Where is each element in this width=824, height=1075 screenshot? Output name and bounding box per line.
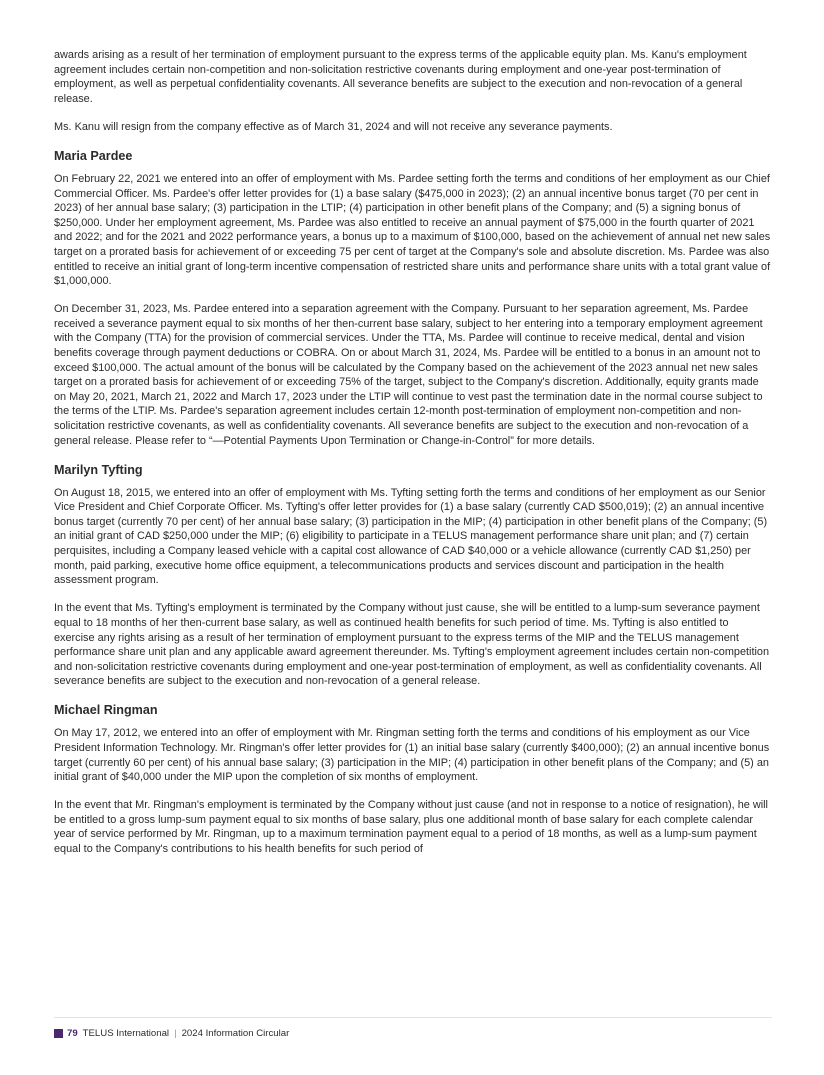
page-number: 79 — [67, 1027, 78, 1039]
section-heading-michael-ringman: Michael Ringman — [54, 703, 158, 718]
footer-company: TELUS International — [82, 1027, 170, 1039]
tyfting-paragraph-1: On August 18, 2015, we entered into an offer of employment with Ms. Tyfting setting forth the terms and conditions of her employment as our Senior Vice President and Chief Corporate Officer. Ms. Tyfting's offer letter provides for (1) a base salary (currently CAD $500,019); (2) an annual incentive bonus target (currently 70 per cent) of her annual base salary; (3) participation in the MIP; (4) participation in other benefit plans of the Company; (5) an initial grant of CAD $250,000 under the MIP; (6) eligibility to participate in a TELUS management performance share unit plan; and (7) certain perquisites, including a Company leased vehicle with a capital cost allowance of CAD $40,000 or a vehicle allowance (currently CAD $1,250) per month, paid parking, executive home office equipment, a telecommunications products and services discount and participation in the health assessment program. — [54, 486, 768, 587]
tyfting-paragraph-2: In the event that Ms. Tyfting's employment is terminated by the Company without just cause, she will be entitled to a lump-sum severance payment equal to 18 months of her then-current base salary, as well as continued health benefits for such period of time. Ms. Tyfting is also entitled to exercise any rights arising as a result of her termination of employment pursuant to the express terms of the MIP and the TELUS management performance share unit plan and any applicable award agreement thereunder. Ms. Tyfting's employment agreement includes certain non-competition and non-solicitation restrictive covenants during employment and one-year post-termination of employment, as well as confidentiality covenants. All severance benefits are subject to the execution and non-revocation of a general release. — [54, 602, 770, 688]
footer-square-marker — [54, 1029, 63, 1038]
document-body — [54, 48, 772, 870]
section-heading-maria-pardee: Maria Pardee — [54, 148, 133, 163]
ringman-paragraph-2: In the event that Mr. Ringman's employment is terminated by the Company without just cause (and not in response to a notice of resignation), he will be entitled to a gross lump-sum payment equal to six months of base salary, plus one additional month of base salary for each complete calendar year of service performed by Mr. Ringman, up to a maximum termination payment equal to a period of 18 months, as well as a lump-sum payment equal to the Company's contributions to his health benefits for such period of — [54, 799, 768, 856]
section-heading-marilyn-tyfting: Marilyn Tyfting — [54, 462, 143, 477]
ringman-paragraph-1: On May 17, 2012, we entered into an offer of employment with Mr. Ringman setting forth the terms and conditions of his employment as our Vice President Information Technology. Mr. Ringman's offer letter provides for (1) an initial base salary (currently $400,000); (2) an annual incentive bonus target (currently 60 per cent) of his annual base salary; (3) participation in the MIP; (4) participation in other benefit plans of the Company; and (5) an initial grant of $40,000 under the MIP upon the completion of six months of employment. — [54, 727, 770, 784]
footer-divider — [54, 1017, 772, 1018]
intro-paragraph-1: awards arising as a result of her termination of employment pursuant to the express terms of the applicable equity plan. Ms. Kanu's employment agreement includes certain non-competition and non-solicitation restrictive covenants during employment and one-year post-termination of employment, as well as perpetual confidentiality covenants. All severance benefits are subject to the execution and non-revocation of a general release. — [54, 49, 747, 105]
pardee-paragraph-1: On February 22, 2021 we entered into an offer of employment with Ms. Pardee setting forth the terms and conditions of her employment as our Chief Commercial Officer. Ms. Pardee's offer letter provides for (1) a base salary ($475,000 in 2023); (2) an annual incentive bonus target (70 per cent in 2023) of her annual base salary; (3) participation in the LTIP; (4) participation in other benefit plans of the Company; and (5) a signing bonus of $250,000. Under her employment agreement, Ms. Pardee was also entitled to receive an annual payment of $75,000 in the fourth quarter of 2021 and 2022; and for the 2021 and 2022 performance years, a bonus up to a maximum of $100,000, based on the achievement of annual net new sales target on a prorated basis for achievement of or exceeding 75 per cent of target at the Company's sole and absolute discretion. Ms. Pardee was also entitled to receive an initial grant of long-term incentive compensation of restricted share units and performance share units with a total grant value of $1,000,000. — [54, 172, 771, 288]
intro-paragraph-2: Ms. Kanu will resign from the company effective as of March 31, 2024 and will not receive any severance payments. — [54, 120, 613, 133]
footer-separator: | — [174, 1027, 177, 1039]
footer-document-title: 2024 Information Circular — [181, 1027, 290, 1039]
pardee-paragraph-2: On December 31, 2023, Ms. Pardee entered into a separation agreement with the Company. Pursuant to her separation agreement, Ms. Pardee received a severance payment equal to six months of her then-current base salary, subject to her entering into a temporary employment agreement with the Company (TTA) for the provision of commercial services. Under the TTA, Ms. Pardee will continue to receive medical, dental and vision benefits coverage through payment deductions or COBRA. On or about March 31, 2024, Ms. Pardee will be entitled to a bonus in an amount not to exceed $100,000. The actual amount of the bonus will be calculated by the Company based on the achievement of the 2023 annual net new sales target on a prorated basis for achievement of or exceeding 75% of the target, subject to the Company's discretion. Additionally, equity grants made on May 20, 2021, March 21, 2022 and March 17, 2023 under the LTIP will continue to vest past the termination date in the normal course subject to the terms of the LTIP. Ms. Pardee's separation agreement includes certain 12-month post-termination of employment non-competition and non-solicitation restrictive covenants, as well as confidentiality covenants. All severance benefits are subject to the execution and non-revocation of a general release. Please refer to “—Potential Payments Upon Termination or Change-in-Control” for more details. — [54, 303, 763, 447]
page-footer — [54, 1027, 289, 1039]
